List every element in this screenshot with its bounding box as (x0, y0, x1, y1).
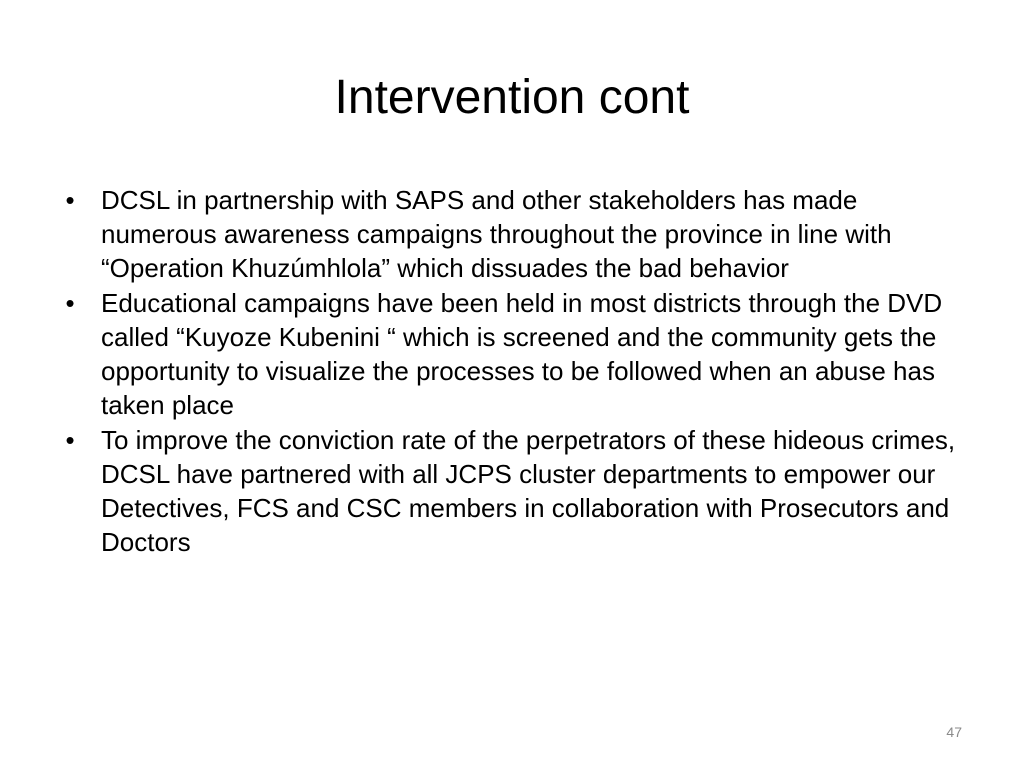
bullet-dot-icon: • (65, 425, 75, 455)
slide-number: 47 (946, 724, 962, 740)
bullet-text: To improve the conviction rate of the perpetrators of these hideous crimes, DCSL have partnered with all JCPS cluster departments to empower our Detectives, FCS and CSC members in collaboration with Prosecutors and Doctors (101, 425, 956, 557)
bullet-item (60, 286, 960, 422)
bullet-item (60, 423, 960, 559)
bullet-list (60, 183, 960, 559)
slide-title: Intervention cont (334, 71, 690, 124)
bullet-dot-icon: • (65, 288, 75, 318)
bullet-text: Educational campaigns have been held in most districts through the DVD called “Kuyoze Kubenini “ which is screened and the community gets the opportunity to visualize the processes to be followed when an abuse has taken place (101, 288, 943, 420)
bullet-dot-icon: • (65, 185, 75, 215)
bullet-text: DCSL in partnership with SAPS and other stakeholders has made numerous awareness campaigns throughout the province in line with “Operation Khuzúmhlola” which dissuades the bad behavior (101, 185, 892, 283)
bullet-item (60, 183, 960, 285)
